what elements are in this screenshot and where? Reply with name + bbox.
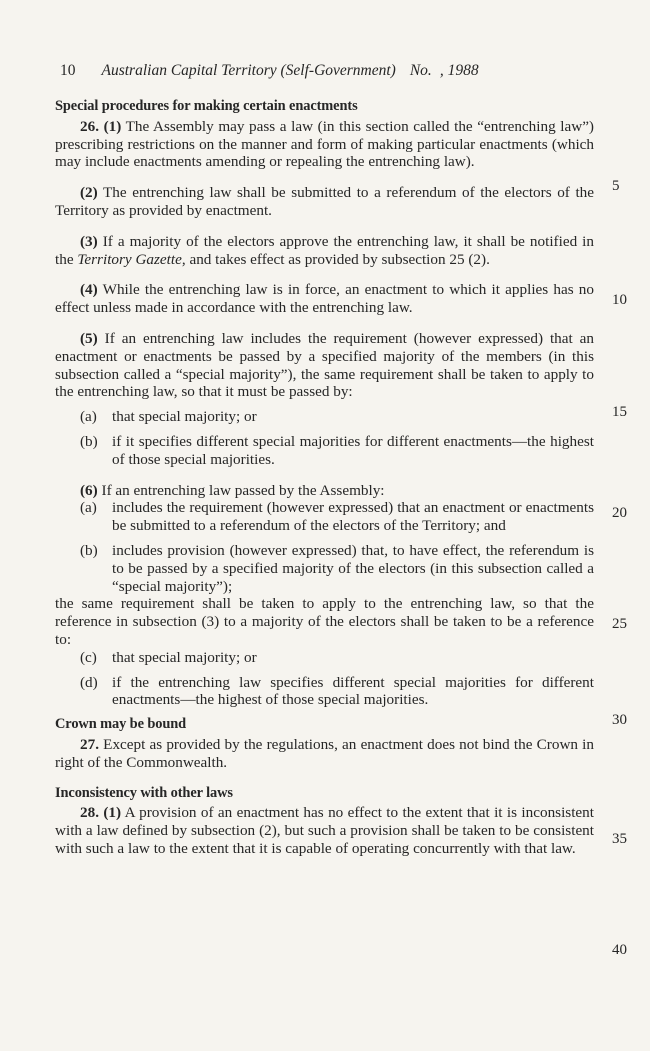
- item-label: (d): [80, 673, 98, 691]
- item-label: (c): [80, 648, 97, 666]
- section-26-4-text: While the entrenching law is in force, an enactment to which it applies has no effect unless made in accordance with the entrenching law.: [55, 281, 594, 317]
- section-26-6-text: If an entrenching law passed by the Assembly:: [97, 481, 385, 499]
- item-label: (b): [80, 432, 98, 450]
- item-text: that special majority; or: [112, 648, 257, 666]
- section-26-2: [55, 184, 594, 220]
- line-number: 35: [612, 831, 627, 847]
- section-28-heading: Inconsistency with other laws: [55, 784, 233, 801]
- section-26-3: [55, 233, 594, 269]
- item-label: (b): [80, 541, 98, 559]
- section-27-number: 27.: [80, 735, 99, 753]
- section-26-6-a: [55, 499, 594, 535]
- item-text: that special majority; or: [112, 408, 257, 426]
- section-28-1: [55, 804, 594, 857]
- line-number: 40: [612, 942, 627, 958]
- section-26-6-b: [55, 542, 594, 595]
- territory-gazette-title: Territory Gazette: [77, 250, 182, 268]
- line-number: 15: [612, 404, 627, 420]
- section-27: [55, 736, 594, 772]
- section-26-1-text: The Assembly may pass a law (in this section called the “entrenching law”) prescribing restrictions on the manner and form of making particular enactments (which may include enactments amending or repealing the entrenching law).: [55, 117, 594, 171]
- act-title: Australian Capital Territory (Self-Government): [101, 62, 396, 79]
- line-number: 30: [612, 712, 627, 728]
- section-26-2-text: The entrenching law shall be submitted to a referendum of the electors of the Territory as provided by enactment.: [55, 184, 594, 219]
- section-26-5-b: [55, 433, 594, 469]
- page-number: 10: [60, 62, 76, 79]
- act-year: , 1988: [439, 62, 479, 79]
- item-text: includes provision (however expressed) that, to have effect, the referendum is to be passed by a specified majority of the electors (in this subsection called a “special majority”);: [112, 541, 594, 595]
- section-26-1-number: 26. (1): [80, 117, 122, 135]
- item-text: if the entrenching law specifies different special majorities for different enactments—the highest of those special majorities.: [112, 673, 594, 709]
- section-26-2-number: (2): [80, 184, 98, 202]
- line-number: 10: [612, 292, 627, 308]
- section-26-5-number: (5): [80, 329, 98, 347]
- section-26-3-text-b: , and takes effect as provided by subsection 25 (2).: [181, 250, 490, 268]
- section-26-4: [55, 281, 594, 317]
- section-27-heading: Crown may be bound: [55, 716, 187, 733]
- item-text: if it specifies different special majorities for different enactments—the highest of those special majorities.: [112, 432, 594, 468]
- line-number: 5: [612, 178, 620, 194]
- section-26-6-c: [55, 649, 594, 667]
- section-26-4-number: (4): [80, 281, 98, 299]
- section-26-6-continuation: the same requirement shall be taken to apply to the entrenching law, so that the reference in subsection (3) to a majority of the electors shall be taken to be a reference to:: [55, 595, 594, 648]
- section-26-5-text: If an entrenching law includes the requirement (however expressed) that an enactment or enactments be passed by a specified majority of the members (in this subsection called a “special majority”), the same requirement shall be taken to apply to the entrenching law, so that it must be passed by:: [55, 329, 594, 401]
- section-26-6-d: [55, 674, 594, 710]
- section-26-6: [55, 482, 594, 500]
- line-number: 20: [612, 505, 627, 521]
- section-27-text: Except as provided by the regulations, an enactment does not bind the Crown in right of the Commonwealth.: [55, 735, 594, 771]
- document-body: [55, 98, 594, 858]
- item-label: (a): [80, 499, 97, 517]
- running-header: [60, 62, 479, 80]
- section-26-5-a: [55, 408, 594, 426]
- section-26-5: [55, 330, 594, 401]
- section-26-3-number: (3): [80, 232, 98, 250]
- section-26-heading: Special procedures for making certain enactments: [55, 98, 358, 114]
- line-number: 25: [612, 616, 627, 632]
- section-26-6-number: (6): [80, 481, 98, 499]
- item-label: (a): [80, 408, 97, 426]
- section-28-1-text: A provision of an enactment has no effect to the extent that it is inconsistent with a law defined by subsection (2), but such a provision shall be taken to be consistent with such a law to the extent that it is capable of operating concurrently with that law.: [55, 804, 594, 857]
- act-number-label: No.: [409, 62, 432, 79]
- item-text: includes the requirement (however expressed) that an enactment or enactments be submitted to a referendum of the electors of the Territory; and: [112, 499, 594, 535]
- section-26-3-text-a: If a majority of the electors approve the entrenching law, it shall be notified in the: [55, 232, 594, 268]
- section-28-1-number: 28. (1): [80, 804, 122, 822]
- section-26-1: [55, 118, 594, 171]
